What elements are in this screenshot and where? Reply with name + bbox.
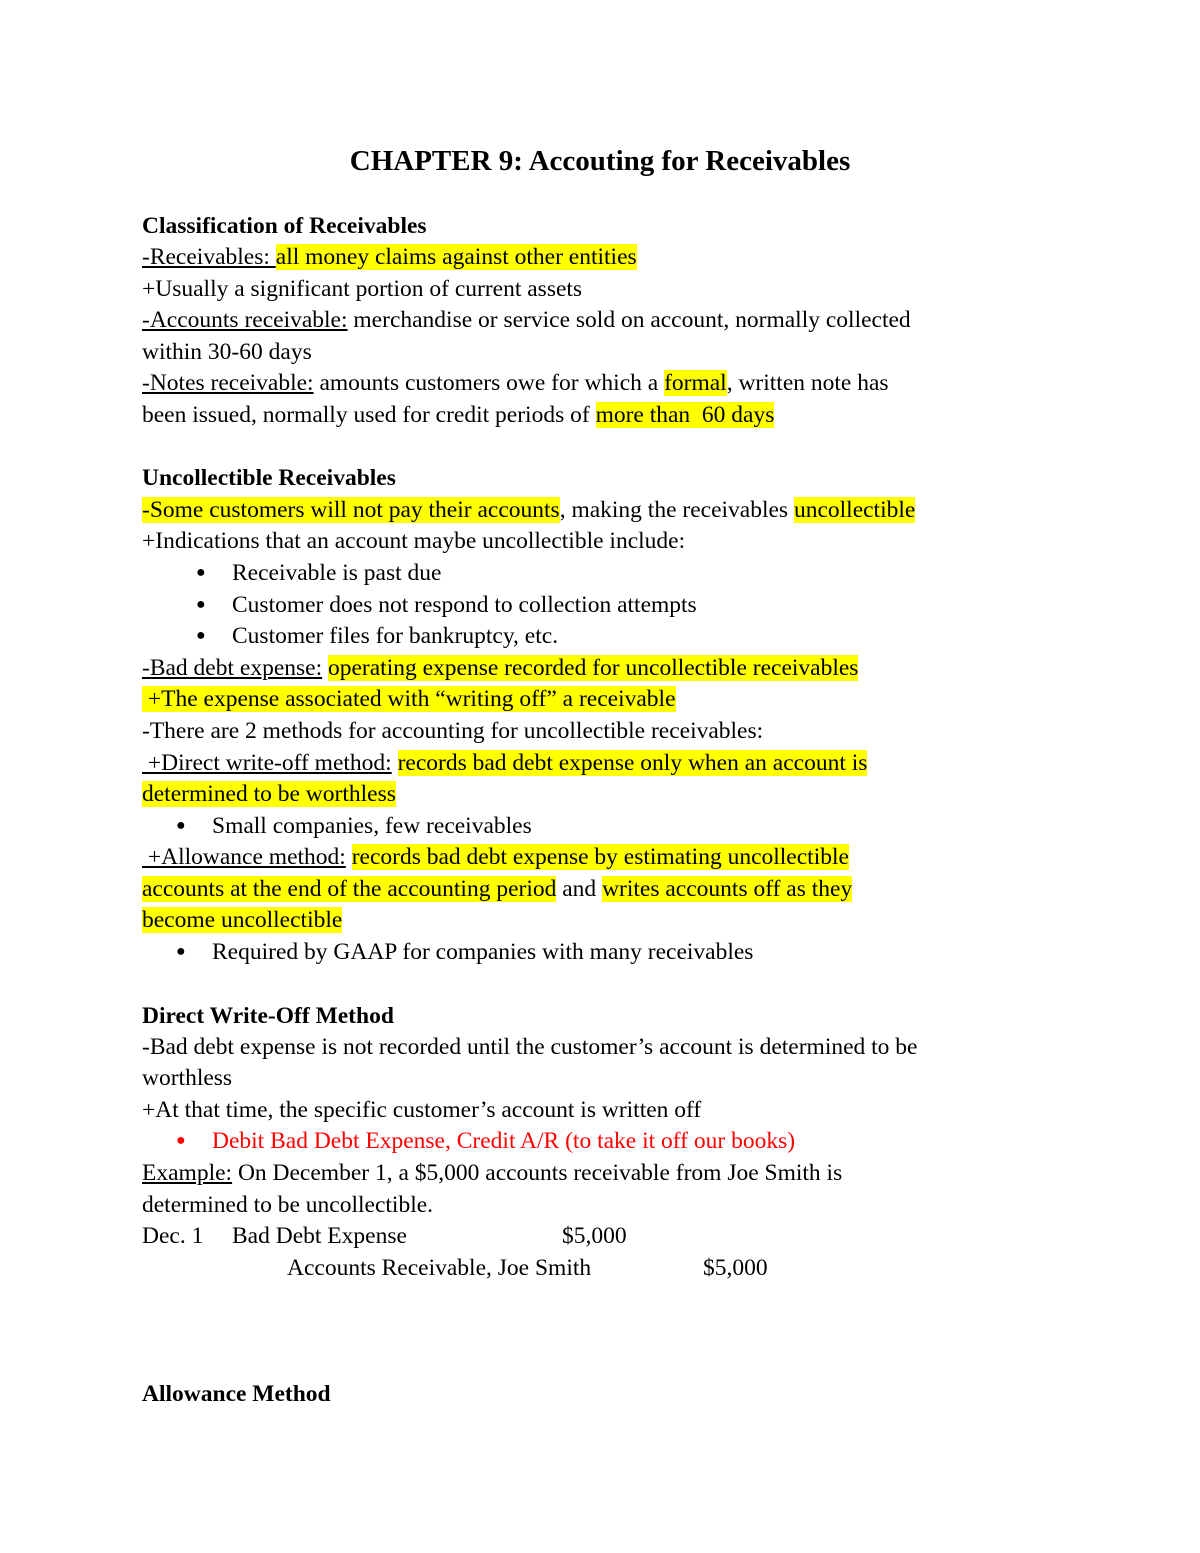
highlight-direct-def-2: determined to be worthless [142,781,396,807]
term-direct-write-off: +Direct write-off method: [142,750,392,776]
bullet-icon: ● [176,943,186,960]
term-receivables: -Receivables: [142,244,276,270]
uncollectible-intro [142,495,915,525]
section-heading-uncollectible: Uncollectible Receivables [142,465,396,491]
highlight-customers-not-pay: -Some customers will not pay their accounts [142,497,560,523]
section-heading-direct-write-off: Direct Write-Off Method [142,1003,394,1029]
highlight-allowance-def-1: records bad debt expense by estimating uncollectible [351,844,849,870]
highlight-direct-def-1: records bad debt expense only when an account is [397,750,868,776]
section-heading-classification: Classification of Receivables [142,213,427,239]
direct-text-1: -Bad debt expense is not recorded until the customer’s account is determined to be [142,1034,918,1060]
highlight-more-than-60: more than 60 days [595,402,775,428]
bad-debt-definition [142,653,858,683]
receivables-definition [142,242,637,272]
bad-debt-sub [142,684,676,714]
highlight-allowance-def-4: become uncollectible [142,907,343,933]
allowance-cont-1 [142,874,852,904]
uncollectible-mid: , making the receivables [559,497,794,523]
notes-text-b: , written note has [726,370,889,396]
bullet-icon: ● [196,596,206,613]
list-item: Required by GAAP for companies with many receivables [212,939,754,965]
methods-intro: -There are 2 methods for accounting for uncollectible receivables: [142,718,764,744]
term-allowance-method: +Allowance method: [142,844,346,870]
journal-rule: Debit Bad Debt Expense, Credit A/R (to take it off our books) [212,1128,796,1154]
list-item: Customer does not respond to collection attempts [232,592,697,618]
allowance-and: and [556,876,603,902]
allowance-cont-2 [142,905,342,935]
example-text: On December 1, a $5,000 accounts receivable from Joe Smith is [232,1160,843,1186]
list-item: Receivable is past due [232,560,442,586]
term-example: Example: [142,1160,233,1186]
direct-text-2: worthless [142,1065,233,1091]
highlight-allowance-def-2: accounts at the end of the accounting period [142,876,557,902]
term-accounts-receivable: -Accounts receivable: [142,307,348,333]
notes-receivable-definition [142,368,889,398]
list-item: Small companies, few receivables [212,813,532,839]
notes-text-a: amounts customers owe for which a [313,370,665,396]
allowance-definition [142,842,849,872]
term-notes-receivable: -Notes receivable: [142,370,314,396]
accounts-receivable-text: merchandise or service sold on account, normally collected [347,307,911,333]
journal-date: Dec. 1 [142,1223,204,1249]
highlight-allowance-def-3: writes accounts off as they [602,876,853,902]
notes-receivable-cont [142,400,774,430]
term-bad-debt-expense: -Bad debt expense: [142,655,323,681]
list-item: Customer files for bankruptcy, etc. [232,623,559,649]
highlight-bad-debt-def: operating expense recorded for uncollectible receivables [327,655,859,681]
highlight-writing-off: +The expense associated with “writing off” a receivable [142,686,676,712]
direct-write-off-definition [142,748,867,778]
bullet-icon: ● [196,564,206,581]
bullet-icon: ● [176,1132,186,1149]
credit-amount: $5,000 [703,1255,768,1281]
direct-text-3: +At that time, the specific customer’s account is written off [142,1097,702,1123]
page-title: CHAPTER 9: Accouting for Receivables [349,145,851,177]
indications-intro: +Indications that an account maybe uncollectible include: [142,528,686,554]
journal-entry-debit [142,1221,407,1251]
notes-text-c: been issued, normally used for credit periods of [142,402,596,428]
highlight-formal: formal [664,370,727,396]
debit-amount: $5,000 [562,1223,627,1249]
accounts-receivable-definition [142,305,911,335]
example-line-1 [142,1158,842,1188]
highlight-receivables-def: all money claims against other entities [275,244,637,270]
credit-account: Accounts Receivable, Joe Smith [287,1255,592,1281]
example-line-2: determined to be uncollectible. [142,1192,434,1218]
debit-account: Bad Debt Expense [232,1223,407,1249]
highlight-uncollectible: uncollectible [793,497,916,523]
bullet-icon: ● [176,817,186,834]
direct-write-off-cont [142,779,396,809]
bullet-icon: ● [196,627,206,644]
accounts-receivable-cont: within 30-60 days [142,339,312,365]
section-heading-allowance: Allowance Method [142,1381,331,1407]
receivables-note: +Usually a significant portion of current assets [142,276,583,302]
